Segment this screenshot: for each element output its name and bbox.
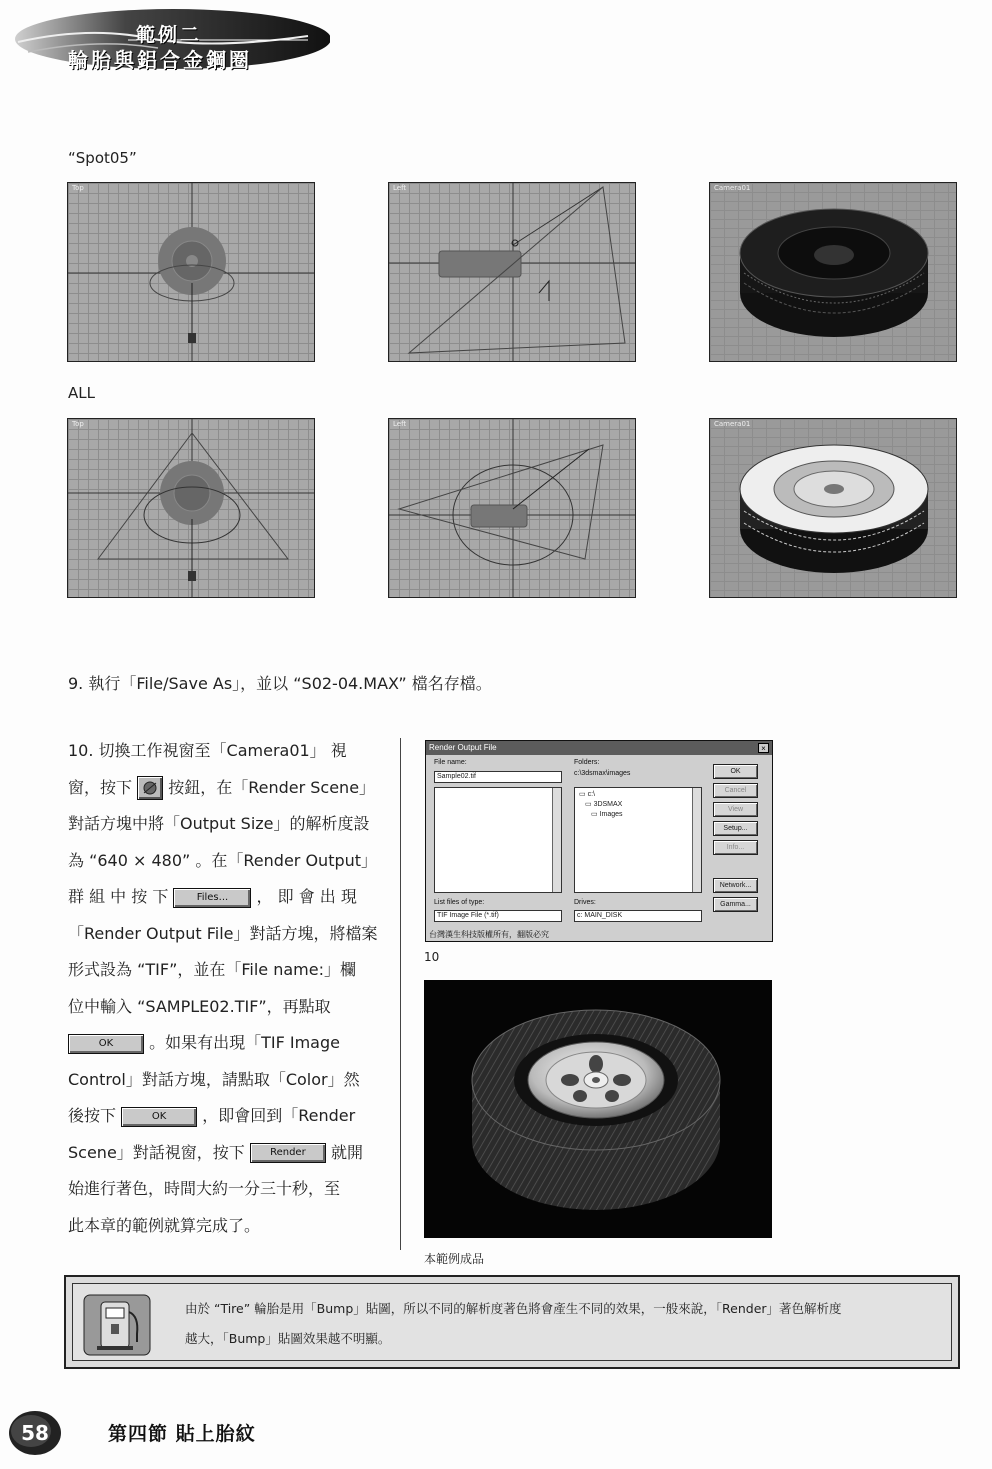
folder-item[interactable]: ▭ c:\ xyxy=(579,791,595,798)
file-name-label: File name: xyxy=(434,759,467,766)
drives-label: Drives: xyxy=(574,899,596,906)
step10-text: 窗，按下 xyxy=(68,777,133,797)
close-icon[interactable]: × xyxy=(758,743,769,753)
step10-line: 位中輸入 “SAMPLE02.TIF”，再點取 xyxy=(68,996,331,1016)
render-scene-icon xyxy=(137,776,163,800)
page-number-badge xyxy=(8,1410,62,1456)
ok-button[interactable]: OK xyxy=(713,764,758,779)
file-name-input[interactable]: Sample02.tif xyxy=(434,771,562,783)
top-view-all-drawing xyxy=(68,419,315,598)
step10-line: 此本章的範例就算完成了。 xyxy=(68,1215,261,1235)
step10-text: 就開 xyxy=(330,1142,363,1162)
files-button-image: Files... xyxy=(173,888,251,908)
step10-text: 按鈕，在「Render Scene」 xyxy=(168,777,376,797)
tip-note-box xyxy=(64,1275,960,1369)
tip-line: 越大，「Bump」貼圖效果越不明顯。 xyxy=(185,1331,391,1346)
drives-select[interactable]: c: MAIN_DISK xyxy=(574,910,702,922)
render-output-file-dialog xyxy=(425,740,773,942)
viewport-top-spot xyxy=(67,182,315,362)
ok-button-image: OK xyxy=(121,1107,197,1127)
setup-button[interactable]: Setup... xyxy=(713,821,758,836)
section-title: 第四節 貼上胎紋 xyxy=(108,1423,256,1445)
copyright-watermark: 台灣漢生科技版權所有，翻版必究 xyxy=(429,930,549,939)
step10-line: 形式設為 “TIF”，並在「File name:」欄 xyxy=(68,960,356,979)
viewport-camera-spot xyxy=(709,182,957,362)
gas-pump-icon xyxy=(83,1294,151,1356)
tip-text xyxy=(185,1294,945,1354)
dialog-title: Render Output File xyxy=(429,743,497,752)
dialog-titlebar xyxy=(426,741,772,755)
folder-name: Images xyxy=(599,811,623,818)
viewport-camera-all xyxy=(709,418,957,598)
step10-text: 群 組 中 按 下 xyxy=(68,887,169,906)
scrollbar[interactable] xyxy=(692,788,701,892)
tip-note-inner xyxy=(72,1283,952,1361)
step10-line: 10. 切換工作視窗至「Camera01」 視 xyxy=(68,741,347,760)
folder-name: c:\ xyxy=(587,791,595,798)
step10-line: 為 “640 × 480” 。在「Render Output」 xyxy=(68,850,378,870)
folder-name: 3DSMAX xyxy=(593,801,623,808)
step-9: 9. 執行「File/Save As」，並以 “S02-04.MAX” 檔名存檔。 xyxy=(68,674,492,693)
badge-subtitle: 輪胎與鋁合金鋼圈 xyxy=(68,48,252,72)
cancel-button[interactable]: Cancel xyxy=(713,783,758,798)
final-caption: 本範例成品 xyxy=(424,1252,485,1266)
step10-line: Control」對話方塊，請點取「Color」然 xyxy=(68,1069,360,1089)
rendered-tire xyxy=(424,980,772,1238)
step10-line xyxy=(68,1098,380,1135)
chapter-badge xyxy=(8,8,330,70)
top-view-drawing xyxy=(68,183,315,362)
folders-label: Folders: xyxy=(574,759,600,766)
step10-line xyxy=(68,1025,380,1062)
step10-line: 「Render Output File」對話方塊，將檔案 xyxy=(68,923,378,943)
tip-line: 由於 “Tire” 輪胎是用「Bump」貼圖，所以不同的解析度著色將會產生不同的效果，一般來說，「Render」著色解析度 xyxy=(185,1301,842,1316)
spot-label: “Spot05” xyxy=(68,149,137,167)
folder-list[interactable] xyxy=(574,787,702,893)
step10-line xyxy=(68,770,380,807)
page-number: 58 xyxy=(21,1421,49,1445)
render-button-image: Render xyxy=(250,1143,326,1163)
viewport-label: Camera01 xyxy=(714,420,751,428)
step10-text: Scene」對話視窗，按下 xyxy=(68,1142,245,1162)
left-view-drawing xyxy=(389,183,636,362)
gamma-button[interactable]: Gamma... xyxy=(713,897,758,912)
step10-text: 後按下 xyxy=(68,1106,117,1125)
all-label: ALL xyxy=(68,384,95,402)
viewport-label: Left xyxy=(393,184,407,192)
step10-text: ，即會回到「Render xyxy=(202,1106,356,1125)
file-list[interactable] xyxy=(434,787,562,893)
info-button[interactable]: Info... xyxy=(713,840,758,855)
viewport-label: Left xyxy=(393,420,407,428)
file-type-select[interactable]: TIF Image File (*.tif) xyxy=(434,910,562,922)
figure-number: 10 xyxy=(424,950,440,964)
viewport-left-all xyxy=(388,418,636,598)
step10-line xyxy=(68,1135,380,1172)
step10-text: 。如果有出現「TIF Image xyxy=(149,1033,340,1052)
folder-item[interactable]: ▭ 3DSMAX xyxy=(585,801,623,808)
step10-line xyxy=(68,879,380,916)
folder-item[interactable]: ▭ Images xyxy=(591,811,623,818)
camera-view-tire-light xyxy=(710,419,957,598)
viewport-label: Camera01 xyxy=(714,184,751,192)
step-10 xyxy=(68,733,380,1244)
folders-path: c:\3dsmax\images xyxy=(574,770,631,777)
step10-line: 對話方塊中將「Output Size」的解析度設 xyxy=(68,814,370,833)
step10-line: 始進行著色，時間大約一分三十秒，至 xyxy=(68,1179,341,1198)
scrollbar[interactable] xyxy=(552,788,561,892)
step10-text: ， 即 會 出 現 xyxy=(256,887,357,906)
view-button[interactable]: View xyxy=(713,802,758,817)
camera-view-tire-dark xyxy=(710,183,957,362)
viewport-label: Top xyxy=(72,420,84,428)
final-render-image xyxy=(424,980,772,1238)
column-divider xyxy=(400,738,401,1250)
viewport-label: Top xyxy=(72,184,84,192)
viewport-top-all xyxy=(67,418,315,598)
list-type-label: List files of type: xyxy=(434,899,485,906)
viewport-left-spot xyxy=(388,182,636,362)
badge-title: 範例二 xyxy=(136,24,203,46)
left-view-all-drawing xyxy=(389,419,636,598)
ok-button-image: OK xyxy=(68,1034,144,1054)
network-button[interactable]: Network... xyxy=(713,878,758,893)
